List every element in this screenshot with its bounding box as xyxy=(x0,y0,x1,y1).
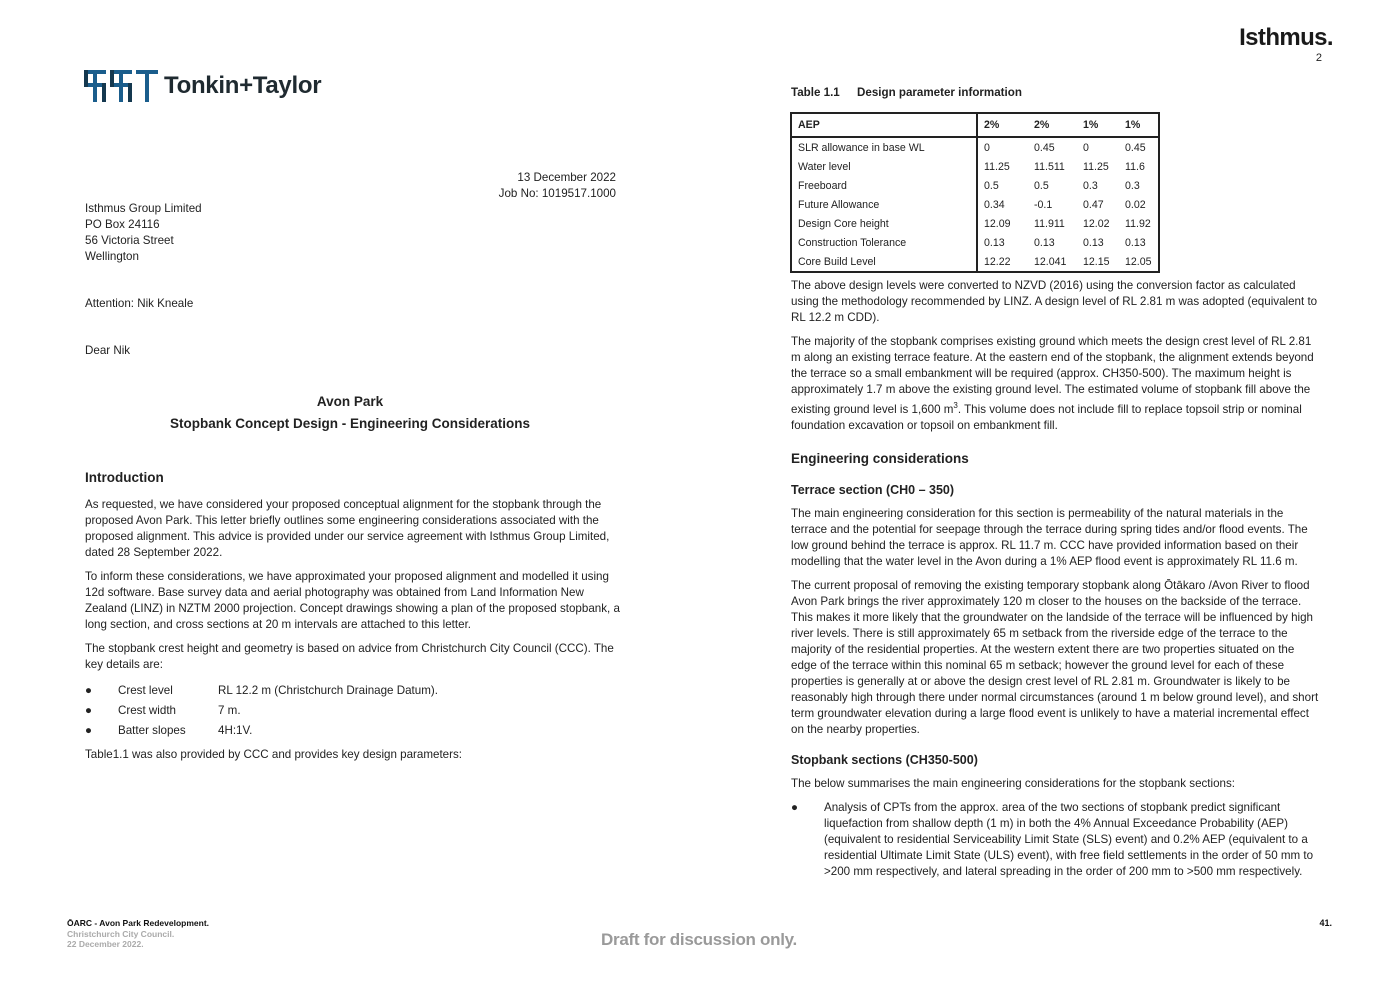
terrace-section-heading: Terrace section (CH0 – 350) xyxy=(791,482,955,497)
design-parameter-table xyxy=(790,112,1160,273)
introduction-body xyxy=(85,497,620,771)
table-cell: 0.45 xyxy=(1125,141,1146,154)
company-logo xyxy=(84,68,321,104)
table-cell: 0.13 xyxy=(1125,236,1146,249)
recipient-address xyxy=(85,201,202,265)
table-row xyxy=(791,252,1159,272)
table-caption-title: Design parameter information xyxy=(857,86,1022,99)
table-header-row xyxy=(791,113,1159,137)
table-cell: 0.13 xyxy=(1034,236,1055,249)
table-cell: 0.34 xyxy=(984,198,1005,211)
salutation: Dear Nik xyxy=(85,344,131,357)
engineering-body xyxy=(791,278,1321,880)
bullet-icon: ● xyxy=(85,684,93,697)
table-cell: 0 xyxy=(984,141,990,154)
stopbank-paragraph-1: The below summarises the main engineering considerations for the stopbank sections: xyxy=(791,776,1236,790)
footer-client: Christchurch City Council. xyxy=(67,928,175,939)
table-cell: 12.02 xyxy=(1083,217,1110,230)
subject-line-1: Avon Park xyxy=(316,394,384,409)
attention-line: Attention: Nik Kneale xyxy=(85,297,194,310)
tonkin-taylor-logo-mark xyxy=(84,69,158,103)
table-row xyxy=(791,176,1159,195)
address-line: Wellington xyxy=(85,250,139,263)
table-cell: 0.5 xyxy=(1034,179,1049,192)
intro-paragraph-1: As requested, we have considered your proposed conceptual alignment for the stopbank through the proposed Avon Park. This letter briefly outlines some engineering considerations associated with the proposed alignment. This advice is provided under our service agreement with Isthmus Group Limited, dated 28 September 2022. xyxy=(85,498,610,559)
key-details-list xyxy=(85,681,620,741)
table-cell: SLR allowance in base WL xyxy=(791,137,977,157)
table-header-cell: AEP xyxy=(791,113,977,137)
table-cell: 11.911 xyxy=(1034,217,1065,230)
detail-value: 4H:1V. xyxy=(218,724,253,737)
table-cell: 11.25 xyxy=(984,160,1010,173)
table-cell: 0.3 xyxy=(1083,179,1098,192)
table-caption-number: Table 1.1 xyxy=(791,86,840,99)
table-header-cell: 1% xyxy=(1077,113,1119,137)
address-line: 56 Victoria Street xyxy=(85,234,174,247)
volume-superscript: 3 xyxy=(953,401,958,410)
table-cell: Core Build Level xyxy=(791,252,977,272)
footer-page-number: 41. xyxy=(1319,918,1332,928)
page-number: 2 xyxy=(1315,52,1322,64)
table-cell: 0.13 xyxy=(984,236,1005,249)
table-cell: 0.02 xyxy=(1125,198,1146,211)
table-cell: 0.5 xyxy=(984,179,999,192)
volume-text-b: . This volume does not include fill to replace topsoil strip or nominal foundation excavation or topsoil on embankment fill. xyxy=(791,402,1302,432)
table-cell: 12.041 xyxy=(1034,255,1067,268)
table-cell: Construction Tolerance xyxy=(791,233,977,252)
bullet-icon: ● xyxy=(85,704,93,717)
table-cell: 0 xyxy=(1083,141,1089,154)
letter-date: 13 December 2022 xyxy=(517,171,616,184)
stopbank-volume-paragraph xyxy=(791,334,1321,434)
table-cell: 12.22 xyxy=(984,255,1011,268)
footer-project-name: ŌARC - Avon Park Redevelopment. xyxy=(67,918,210,928)
design-levels-paragraph: The above design levels were converted to NZVD (2016) using the conversion factor as calculated using the methodology recommended by LINZ. A design level of RL 2.81 m was adopted (equivalent to RL 12.2 m CDD). xyxy=(791,279,1318,324)
footer-date: 22 December 2022. xyxy=(67,939,144,949)
table-cell: 12.05 xyxy=(1125,255,1152,268)
table-cell: 11.92 xyxy=(1125,217,1151,230)
client-brand: Isthmus. xyxy=(1239,24,1333,51)
list-item xyxy=(791,800,1321,880)
table-row xyxy=(791,157,1159,176)
detail-term: Crest level xyxy=(118,684,173,697)
address-line: PO Box 24116 xyxy=(85,218,160,231)
table-header-cell: 2% xyxy=(1028,113,1077,137)
table-cell: 0.45 xyxy=(1034,141,1055,154)
table-cell: Design Core height xyxy=(791,214,977,233)
introduction-heading: Introduction xyxy=(85,470,164,485)
detail-term: Crest width xyxy=(118,704,176,717)
stopbank-bullet-text: Analysis of CPTs from the approx. area of the two sections of stopbank predict significant liquefaction from shallow depth (1 m) in both the 4% Annual Exceedance Probability (AEP) (equivalent to residential Serviceability Limit State (SLS) event) and 0.2% AEP (equivalent to a residential Ultimate Limit State (ULS) event), with free field settlements in the order of 50 mm to >200 mm respectively, and lateral spreading in the order of 200 mm to >500 mm respectively. xyxy=(824,800,1314,878)
table-cell: Freeboard xyxy=(791,176,977,195)
table-cell: 11.511 xyxy=(1034,160,1065,173)
table-cell: 11.25 xyxy=(1083,160,1109,173)
intro-paragraph-4: Table1.1 was also provided by CCC and provides key design parameters: xyxy=(85,748,462,761)
bullet-icon: ● xyxy=(791,800,799,814)
table-cell: 11.6 xyxy=(1125,160,1145,173)
draft-notice: Draft for discussion only. xyxy=(601,930,797,949)
bullet-icon: ● xyxy=(85,724,93,737)
table-row xyxy=(791,137,1159,157)
table-cell: Water level xyxy=(791,157,977,176)
detail-term: Batter slopes xyxy=(118,724,186,737)
list-item xyxy=(85,721,620,741)
detail-value: 7 m. xyxy=(218,704,241,717)
terrace-paragraph-1: The main engineering consideration for this section is permeability of the natural materials in the terrace and the potential for seepage through the terrace during spring tides and/or flood events. The low ground behind the terrace is approx. RL 11.7 m. CCC have provided information based on their modelling that the water level in the Avon during a 1% AEP flood event is approximately RL 11.6 m. xyxy=(791,506,1308,568)
table-row xyxy=(791,195,1159,214)
table-caption xyxy=(791,86,1022,99)
table-header-cell: 1% xyxy=(1119,113,1159,137)
table-cell: 0.47 xyxy=(1083,198,1104,211)
intro-paragraph-2: To inform these considerations, we have approximated your proposed alignment and modelled it using 12d software. Base survey data and aerial photography was obtained from Land Information New Zealand (LINZ) in NZTM 2000 projection. Concept drawings showing a plan of the proposed stopbank, a long section, and cross sections at 20 m intervals are attached to this letter. xyxy=(85,570,620,631)
engineering-considerations-heading: Engineering considerations xyxy=(791,450,969,466)
table-row xyxy=(791,214,1159,233)
terrace-paragraph-2: The current proposal of removing the existing temporary stopbank along Ōtākaro /Avon River to flood Avon Park brings the river approximately 120 m closer to the houses on the backside of the terrace. This makes it more likely that the groundwater on the landside of the terrace will be influenced by high river levels. There is still approximately 65 m setback from the riverside edge of the terrace to the majority of the residential properties. At the western extent there are two properties situated on the edge of the terrace within this nominal 65 m setback; however the ground level for each of these properties is generally at or above the design crest level of RL 2.81 m. Groundwater is likely to be reasonably high through there under normal circumstances (around 1 m below ground level), and short term groundwater elevation during a large flood event is unlikely to have a material incremental effect on the nearby properties. xyxy=(791,578,1319,736)
list-item xyxy=(85,701,620,721)
table-cell: 12.15 xyxy=(1083,255,1110,268)
table-cell: 12.09 xyxy=(984,217,1011,230)
letter-subject xyxy=(85,391,615,435)
list-item xyxy=(85,681,620,701)
table-cell: 0.13 xyxy=(1083,236,1104,249)
table-cell: 0.3 xyxy=(1125,179,1140,192)
subject-line-2: Stopbank Concept Design - Engineering Considerations xyxy=(169,416,531,431)
table-cell: -0.1 xyxy=(1034,198,1053,211)
company-logo-text: Tonkin+Taylor xyxy=(164,72,322,99)
table-header-cell: 2% xyxy=(977,113,1028,137)
volume-text-a: The majority of the stopbank comprises existing ground which meets the design crest level of RL 2.81 m along an existing terrace feature. At the eastern end of the stopbank, the alignment extends beyond the terrace so a small embankment will be required (approx. CH350-500). The maximum height is approximately 1.7 m above the existing ground level. The estimated volume of stopbank fill above the existing ground level is 1,600 m xyxy=(791,335,1314,416)
letter-date-block xyxy=(460,170,616,202)
address-line: Isthmus Group Limited xyxy=(85,202,202,215)
table-cell: Future Allowance xyxy=(791,195,977,214)
stopbank-sections-heading: Stopbank sections (CH350-500) xyxy=(791,752,978,767)
intro-paragraph-3: The stopbank crest height and geometry is based on advice from Christchurch City Council (CCC). The key details are: xyxy=(85,642,614,671)
table-row xyxy=(791,233,1159,252)
job-number: Job No: 1019517.1000 xyxy=(498,187,616,200)
detail-value: RL 12.2 m (Christchurch Drainage Datum). xyxy=(218,684,438,697)
